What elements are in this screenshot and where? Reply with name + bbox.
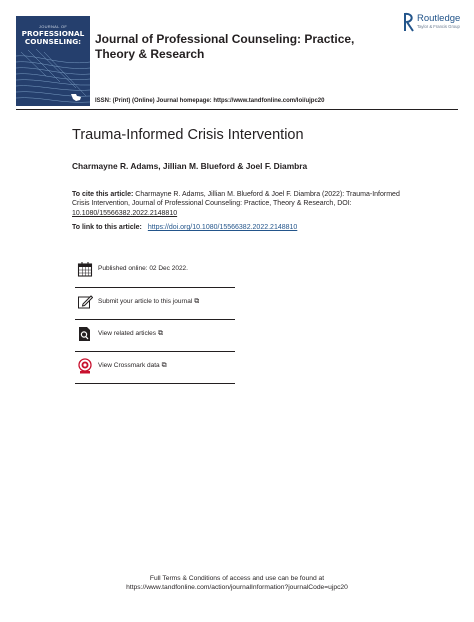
cover-title-line2: COUNSELING:	[24, 37, 82, 46]
submit-article-link[interactable]	[75, 294, 235, 314]
crossmark-row	[98, 362, 167, 370]
edit-icon	[77, 294, 93, 310]
journal-cover-image[interactable]	[16, 16, 90, 106]
texas-logo-icon	[70, 93, 82, 102]
related-articles-row	[98, 330, 163, 338]
footer-line1: Full Terms & Conditions of access and use can be found at	[149, 575, 325, 582]
link-label: To link to this article:	[72, 224, 142, 231]
crossmark-link[interactable]	[75, 358, 235, 378]
link-block	[72, 224, 297, 231]
search-doc-icon	[77, 326, 93, 342]
publisher-tagline: Taylor & Francis Group	[417, 24, 460, 29]
submit-article-row	[98, 298, 199, 306]
action-divider	[75, 287, 235, 288]
cover-top-label: JOURNAL OF	[38, 24, 68, 29]
citation-block	[72, 190, 412, 218]
footer	[0, 574, 474, 592]
routledge-r-icon	[403, 12, 415, 32]
cover-title	[18, 30, 88, 46]
action-divider	[75, 319, 235, 320]
article-authors: Charmayne R. Adams, Jillian M. Blueford & Joel F. Diambra	[72, 161, 308, 171]
published-online-item	[75, 261, 235, 281]
crossmark-label: View Crossmark data	[98, 362, 160, 369]
cite-doi-link[interactable]: 10.1080/15566382.2022.2148810	[72, 209, 178, 217]
header-divider	[16, 109, 458, 110]
published-online-label: Published online: 02 Dec 2022.	[98, 265, 188, 272]
action-divider	[75, 383, 235, 384]
publisher-name: Routledge	[417, 13, 461, 24]
cite-text: Charmayne R. Adams, Jillian M. Blueford & Joel F. Diambra (2022): Trauma-Informed Crisis Intervention, Journal of Professional Counseling: Practice, Theory & Research, DOI:	[72, 191, 400, 208]
action-divider	[75, 351, 235, 352]
external-link-icon: ⧉	[161, 362, 167, 369]
article-title: Trauma-Informed Crisis Intervention	[72, 127, 304, 143]
article-doi-url[interactable]: https://doi.org/10.1080/15566382.2022.2148810	[147, 224, 298, 231]
journal-title: Journal of Professional Counseling: Practice, Theory & Research	[95, 32, 355, 61]
submit-article-label: Submit your article to this journal	[98, 298, 193, 305]
external-link-icon: ⧉	[158, 330, 164, 337]
calendar-icon	[77, 261, 93, 277]
issn-homepage-line[interactable]: ISSN: (Print) (Online) Journal homepage: https://www.tandfonline.com/loi/ujpc20	[95, 98, 325, 104]
cover-title-line1: PROFESSIONAL	[21, 29, 85, 38]
cite-label: To cite this article:	[72, 191, 134, 198]
external-link-icon: ⧉	[194, 298, 200, 305]
related-articles-link[interactable]	[75, 326, 235, 346]
footer-terms-url[interactable]: https://www.tandfonline.com/action/journalInformation?journalCode=ujpc20	[126, 584, 348, 591]
related-articles-label: View related articles	[98, 330, 157, 337]
crossmark-icon	[77, 358, 93, 374]
publisher-logo[interactable]	[403, 12, 463, 36]
